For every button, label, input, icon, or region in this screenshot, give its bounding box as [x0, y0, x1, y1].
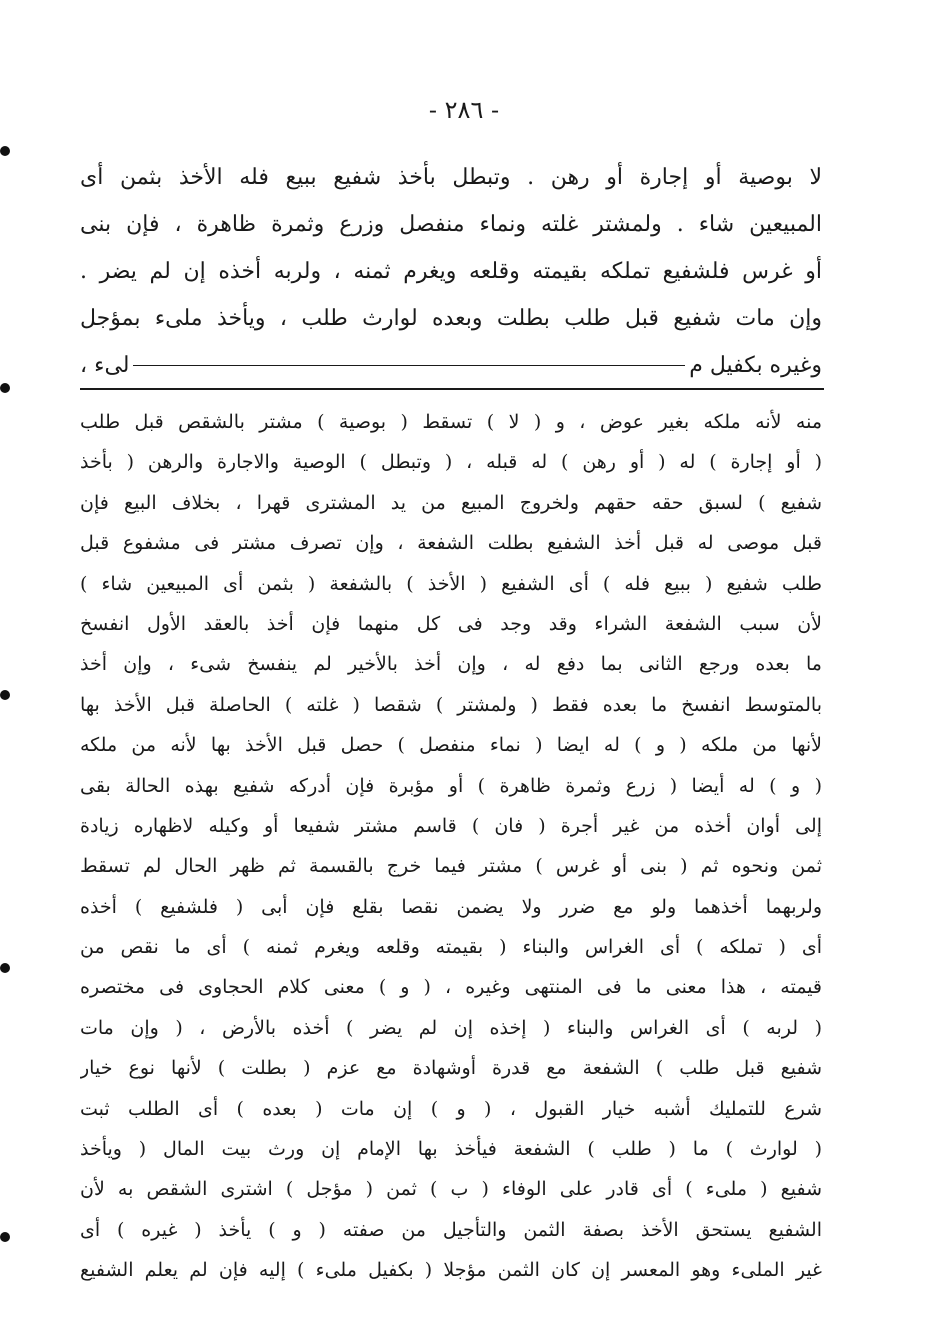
main-last-line-start: وغيره بكفيل م	[689, 353, 822, 378]
continuation-rule	[133, 365, 685, 366]
commentary-line: قبل موصى له قبل أخذ الشفيع بطلت الشفعة ، وإن تصرف مشتر فى مشفوع قبل	[80, 532, 822, 555]
commentary-line: شفيع ( ملىء ) أى قادر على الوفاء ( ب ) ثمن ( مؤجل ) اشترى الشقص به لأن	[80, 1178, 822, 1201]
commentary-line: لأن سبب الشفعة الشراء وقد وجد فى كل منهما فإن أخذ بالعقد الأول انفسخ	[80, 612, 822, 635]
scan-edge-mark	[0, 963, 10, 973]
commentary-line: ( أو إجارة ) له ( أو رهن ) له قبله ، ( وتبطل ) الوصية والاجارة والرهن ( بأخذ	[80, 451, 822, 474]
commentary-line: إلى أوان أخذه من غير أجرة ( فان ) قاسم مشتر شفيعا أو وكيله لاظهاره زيادة	[80, 814, 822, 837]
commentary-line: ( و ) له أيضا ( زرع وثمرة ظاهرة ) أو مؤبرة فإن أدركه شفيع بهذه الحالة بقى	[80, 774, 822, 797]
commentary-text	[80, 402, 822, 1291]
page-number: - ٢٨٦ -	[428, 96, 500, 124]
main-line: أو غرس فلشفيع تملكه بقيمته وقلعه ويغرم ثمنه ، ولربه أخذه إن لم يضر .	[80, 259, 822, 284]
main-line: وإن مات شفيع قبل طلب بطلت وبعده لوارث طلب ، ويأخذ ملىء بمؤجل	[80, 306, 822, 331]
commentary-line: الشفيع يستحق الأخذ بصفة الثمن والتأجيل من صفته ( و ) يأخذ ( غيره ) أى	[80, 1218, 822, 1241]
commentary-line: شرع للتمليك أشبه خيار القبول ، ( و ) إن مات ( بعده ) أى الطلب ثبت	[80, 1097, 822, 1120]
commentary-line: شفيع قبل طلب ) الشفعة مع قدرة أوشهادة مع عزم ( بطلت ) لأنها نوع خيار	[80, 1057, 822, 1080]
scan-edge-mark	[0, 146, 10, 156]
commentary-line: ما بعده ورجع الثانى بما دفع له ، وإن أخذ بالأخير لم ينفسخ شىء ، وإن أخذ	[80, 653, 822, 676]
commentary-line: أى ( تملكه ) أى الغراس والبناء ( بقيمته وقلعه ويغرم ثمنه ) أى ما نقص من	[80, 936, 822, 959]
commentary-line: قيمته ، هذا معنى ما فى المنتهى وغيره ، ( و ) معنى كلام الحجاوى فى مختصره	[80, 976, 822, 999]
scan-edge-mark	[0, 383, 10, 393]
commentary-line: ولربهما أخذهما ولو مع ضرر ولا يضمن نقصا بقلع فإن أبى ( فلشفيع ) أخذه	[80, 895, 822, 918]
commentary-line: منه لأنه ملكه بغير عوض ، و ( لا ) تسقط ( بوصية ) مشتر بالشقص قبل طلب	[80, 411, 822, 433]
commentary-line: غير الملىء وهو المعسر إن كان الثمن مؤجلا ( بكفيل ملىء ) إليه فإن لم يعلم الشفيع	[80, 1259, 822, 1282]
commentary-line: ( لوارث ) ما ( طلب ) الشفعة فيأخذ بها الإمام إن ورث بيت المال ( ويأخذ	[80, 1138, 822, 1161]
commentary-line: طلب شفيع ( ببيع فله ) أى الشفيع ( الأخذ ) بالشفعة ( بثمن أى المبيعين شاء )	[80, 572, 822, 595]
main-line: لا بوصية أو إجارة أو رهن . وتبطل بأخذ شفيع ببيع فله الأخذ بثمن أى	[80, 165, 822, 190]
commentary-line: بالمتوسط انفسخ ما بعده فقط ( ولمشتر ) شقصا ( غلته ) الحاصلة قبل الأخذ بها	[80, 693, 822, 716]
commentary-line: ( لربه ) أى الغراس والبناء ( إخذه إن لم يضر ) أخذه بالأرض ، ( وإن مات	[80, 1016, 822, 1039]
scan-edge-mark	[0, 1232, 10, 1242]
commentary-line: ثمن ونحوه ثم ( بنى أو غرس ) مشتر فيما خرج بالقسمة ثم ظهر الحال لم تسقط	[80, 855, 822, 878]
main-last-line-end: لىء ،	[80, 353, 130, 378]
scan-edge-mark	[0, 690, 10, 700]
main-text	[80, 154, 822, 389]
commentary-line: شفيع ) لسبق حقه حقهم ولخروج المبيع من يد المشترى قهرا ، بخلاف البيع فإن	[80, 491, 822, 514]
main-line: المبيعين شاء . ولمشتر غلته ونماء منفصل وزرع وثمرة ظاهرة ، فإن بنى	[80, 212, 822, 237]
main-last-line	[80, 342, 822, 389]
commentary-line: لأنها من ملكه ( و ) له ايضا ( نماء منفصل ) حصل قبل الأخذ بها لأنه من ملكه	[80, 734, 822, 757]
section-divider	[80, 388, 824, 390]
